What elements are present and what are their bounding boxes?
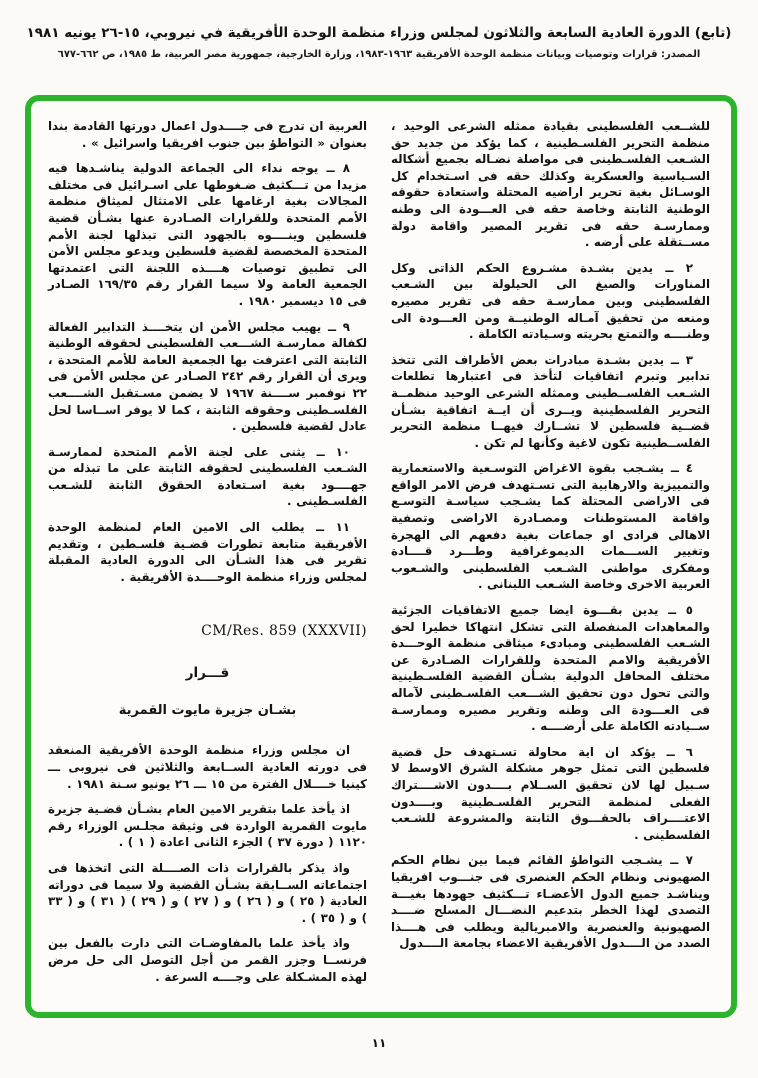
two-column-layout (31, 101, 731, 984)
paragraph-item-2: ٢ ــ يدين بشـدة مشـروع الحكم الذاتى وكل المناورات والصيغ الى الحيلولة بين الشـعب الفلسطينى وبين ممارسـة حقه فى تقرير مصيره ومنعه من تحقيق آمـاله الوطنيــة ومن العـــودة الى وطنــــه والتمتع بحريته وسـيادته الكاملة . (391, 260, 710, 342)
paragraph-item-4: ٤ ــ يشـجب بقوة الاغراض التوسـعية والاستعمارية والتمييزية والارهابية التى تسـتهدف فرض الامر الواقع فى الاراضى المحتلة كما يشـجب سياسـة التوسـع واقامة المستوطنات ومصـادرة الاراضى وتصفية الاهالى فرادى او جماعات بغية دفعهم الى الهجرة وتغيير الســـمات الديموغرافية وطـــرد قــــادة ومفكرى مواطنى الشـعب الفلسطينى والشـعوب العربية الاخرى وخاصة الشـعب اللبنانى . (391, 461, 710, 592)
paragraph-preamble-1: ان مجلس وزراء منظمة الوحدة الأفريقية المنعقد فى دورته العادية الســابعة والثلاثين فى نيروبى ـــ كينيا خــــلال الفترة من ١٥ ـــ ٢٦ يونيو سـنة ١٩٨١ . (48, 743, 367, 791)
paragraph-preamble-2: اذ يأخذ علما بتقرير الامين العام بشـأن قضـية جزيرة مايوت القمرية الواردة فى وثيقة مجلـس الوزراء رقم ١١٢٠ ( دورة ٣٧ ) الجزء الثانى اعادة ( ١ ) . (48, 802, 367, 850)
page-number: ١١ (371, 1036, 387, 1050)
page-header (0, 24, 758, 62)
paragraph-item-3: ٣ ــ يدين بشـدة مبادرات بعض الأطراف التى تتخذ تدابير وتبرم اتفاقيات لتأخذ فى اعتبارها تطلعات الشـعب الفلســطينى وممثله الشرعى الوحيد منظمــة التحرير الفلسطينية ويــرى أن ايــة اتفاقية بشـأن قضــية فلسطين لا تشــارك فيهــا منظمة التحرير الفلســطينية تكون لاغية وكأنها لم تكن . (391, 352, 710, 450)
paragraph-preamble-3: واذ يذكر بالقرارات ذات الصــــلة التى اتخذها فى اجتماعاته الســابقة بشـأن القضية ولا سيما فى دوراته العادية ( ٢٥ ) و ( ٢٦ ) و ( ٢٧ ) و ( ٢٩ ) ( ٣١ ) و ( ٣٣ ) و ( ٣٥ ) . (48, 861, 368, 925)
column-left (48, 118, 368, 984)
source-citation: المصدر: قرارات وتوصيات وبيانات منظمة الوحدة الأفريقية ١٩٦٣-١٩٨٣، وزارة الخارجية، جمهورية مصر العربية، ط ١٩٨٥، ص ٦٦٢-٦٧٧ (57, 49, 701, 60)
resolution-number: CM/Res. 859 (XXXVII) (201, 623, 367, 640)
page-footer (0, 1036, 758, 1050)
paragraph-item-7: ٧ ــ يشـجب التواطؤ القائم فيما بين نظام الحكم الصهيونى ونظام الحكم العنصرى فى جنـــوب افريقيا ويناشـد جميع الدول الأعضـاء تـــكثيف جهودها بغيـــة التصدى لهذا الخطر بتدعيم النضـــال المسلح ضــــد الصهيونية والعنصرية والامبريالية ويطلب فى هــــذا الصدد من الــــدول الأفريقية الاعضاء بجامعة الــــدول (391, 853, 710, 951)
paragraph-item-6: ٦ ــ يؤكد ان اية محاولة تسـتهدف حل قضية فلسطين التى تمثل جوهر مشكلة الشرق الاوسط لا سـبيل لها لان تحقيق الســلام بــــدون الاشــــتراك الفعلى لمنظمة التحرير الفلسـطينية وبــــدون الاعتــــراف بالحقـــوق الثابتة والمشروعة للشـعب الفلسطينى . (391, 744, 710, 842)
paragraph-item-5: ٥ ــ يدين بقـــوة ايضا جميع الاتفاقيات الجزئية والمعاهدات المنفصلة التى تشكل انتهاكا خطيرا لحق الشـعب الفلسطينى ومبادىء ميثاقى منظمة الوحـــدة الأفريقية والامم المتحدة وللقرارات الصـادرة عن مختلف المحافل الدولية بشـأن القضية الفلسـطينية والتى تحول دون تحقيق الشـــعب الفلسـطينى لآماله فى العـــودة الى وطنه وتقرير مصيره وممارسـة ســيادته الكاملة على أرضــــه . (391, 603, 710, 734)
session-title: (تابع) الدورة العادية السابعة والثلاثون لمجلس وزراء منظمة الوحدة الأفريقية في نيروبي، ١٥-٢٦ يونيه ١٩٨١ (26, 25, 732, 41)
paragraph-item-10: ١٠ ــ يثنى على لجنة الأمم المتحدة لممارسـة الشـعب الفلسطينى لحقوقه الثابتة على ما تبذله من جهــــود بغية اسـتعادة الحقوق الثابتة للشـعب الفلسـطينى . (48, 444, 367, 509)
column-right (391, 118, 710, 960)
paragraph-item-11: ١١ ــ يطلب الى الامين العام لمنظمة الوحدة الأفريقية متابعة تطورات قضـية فلسـطين ، وتقديم تقرير فى هذا الشـأن الى الدورة العادية المقبلة لمجلس وزراء منظمة الوحــــدة الأفريقية . (48, 520, 367, 584)
paragraph-preamble-4: واذ يأخذ علما بالمفاوضـات التى دارت بالفعل بين فرنســا وجزر القمر من أجل التوصل الى حل مرض لهذه المشـكلة على وجــــه السرعة . (48, 936, 367, 984)
paragraph-continuation: للشــعب الفلسطينى بقيادة ممثله الشرعى الوحيد ، منظمة التحرير الفلسـطينية ، كما يؤكد من جديد حق الشـعب الفلسـطينى فى مواصلة نضـاله بجميع أشكاله السـياسية والعسكرية وكذلك حقه فى اسـتخدام كل الوسـائل بغية تحرير اراضيه المحتلة واستعادة حقوقه الوطنية الثابتة وخاصة حقه فى العـــودة الى وطنه وممارسـة حقه فى تقرير المصير واقامة دولة مســتقلة على أرضه . (391, 119, 710, 250)
content-frame (25, 95, 737, 1018)
paragraph-item-8: ٨ ــ يوجه نداء الى الجماعة الدولية يناشـدها فيه مزيدا من تـــكثيف ضـغوطها على اسـرائيل فى مختلف المجالات بغية ارغامها على الامتثال لميثاق منظمة الأمم المتحدة وللقرارات الصـادرة عنها بشـأن قضية فلسطين وينــــوه بالجهود التى تبذلها لجنة الأمم المتحدة المخصصة لقضية فلسطين ويدعو مجلس الأمن الى تطبيق توصيات هــــذه اللجنة التى اعتمدتها الجمعية العامة ولا سيما القرار رقم ١٦٩/٣٥ الصـادر فى ١٥ ديسمبر ١٩٨٠ . (48, 161, 367, 308)
resolution-heading: قـــرار (185, 665, 230, 682)
resolution-subheading: بشـان جزيرة مايوت القمرية (118, 703, 297, 719)
paragraph-continuation: العربية ان تدرج فى جــــدول اعمال دورتها القادمة بندا بعنوان « التواطؤ بين جنوب افريقيا واسرائيل » . (48, 119, 367, 150)
paragraph-item-9: ٩ ــ يهيب مجلس الأمن ان يتخــــذ التدابير الفعالة لكفالة ممارسـة الشـــعب الفلسطينى لحقوقه الوطنية الثابتة التى اعترفت بها الجمعية العامة للأمم المتحدة ، ويرى أن القرار رقم ٢٤٢ الصـادر عن مجلس الأمن فى ٢٢ نوفمبر ســــنة ١٩٦٧ لا يضمن مسـتقبل الشــــعب الفلسـطينى وحقوقه الثابتة ، كما لا يوفر اســاسا لحل عادل لقضية فلسطين . (48, 319, 367, 434)
